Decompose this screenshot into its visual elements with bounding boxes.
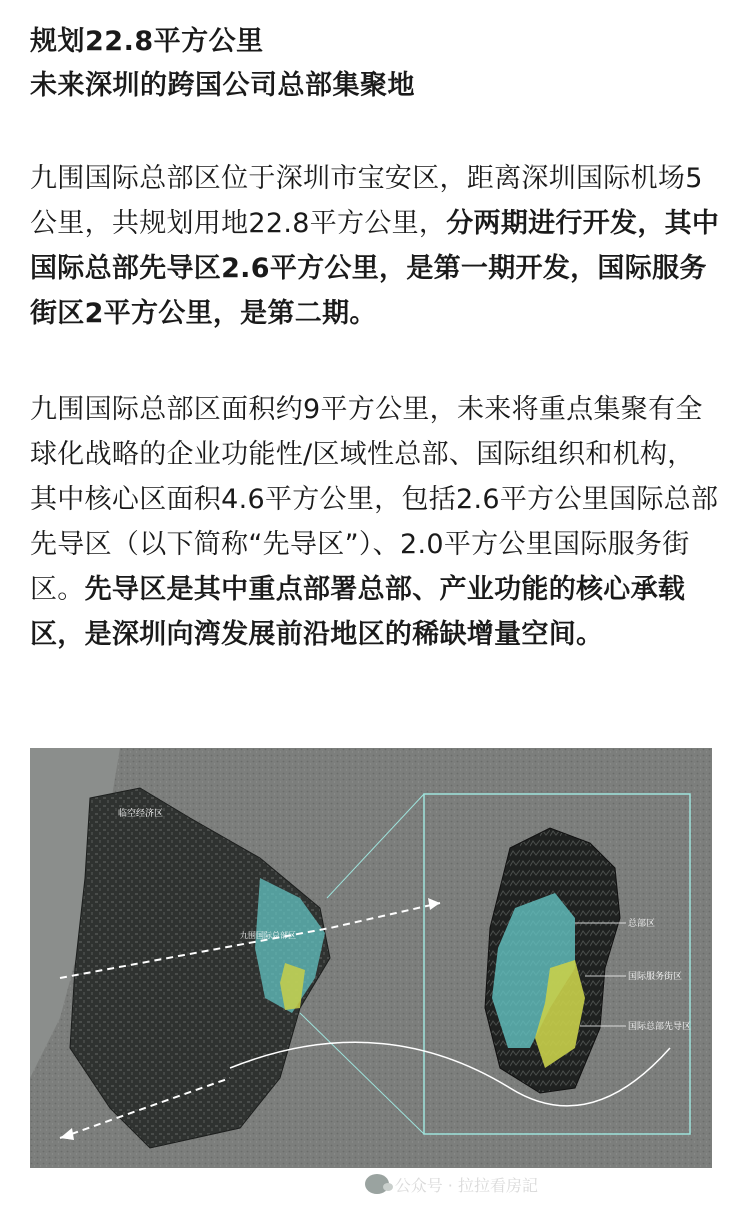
left-zone-title: 临空经济区 (118, 809, 164, 819)
paragraph-2-bold: 先导区是其中重点部署总部、产业功能的核心承载区，是深圳向湾发展前沿地区的稀缺增量空间。 (30, 574, 686, 650)
paragraph-2 (30, 387, 720, 657)
paragraph-2-text: 九围国际总部区面积约9平方公里，未来将重点集聚有全球化战略的企业功能性/区域性总部、国际组织和机构，其中核心区面积4.6平方公里，包括2.6平方公里国际总部先导区（以下简称“先导区”）、2.0平方公里国际服务街区。 (30, 394, 719, 605)
paragraph-1-bold: 分两期进行开发，其中国际总部先导区2.6平方公里，是第一期开发，国际服务街区2平方公里，是第二期。 (30, 208, 720, 329)
left-zone-label: 九围国际总部区 (240, 931, 296, 940)
label-hq-zone: 总部区 (628, 919, 656, 929)
watermark (365, 1168, 726, 1200)
paragraph-1 (30, 156, 720, 336)
heading-line-2: 未来深圳的跨国公司总部集聚地 (30, 70, 415, 101)
label-service-street: 国际服务街区 (628, 972, 683, 982)
label-pilot-zone: 国际总部先导区 (628, 1022, 692, 1032)
paragraph-1-text: 九围国际总部区位于深圳市宝安区，距离深圳国际机场5公里，共规划用地22.8平方公里， (30, 163, 703, 239)
heading-line-1: 规划22.8平方公里 (30, 26, 264, 57)
watermark-text: 搜狐号@搜狐焦点鞍山站 (549, 1175, 726, 1195)
watermark-faint: 公众号 · 拉拉看房記 (394, 1175, 538, 1195)
planning-map-svg (30, 748, 712, 1168)
planning-map-image (30, 748, 712, 1168)
article-heading (30, 20, 720, 108)
wechat-icon (365, 1174, 389, 1194)
